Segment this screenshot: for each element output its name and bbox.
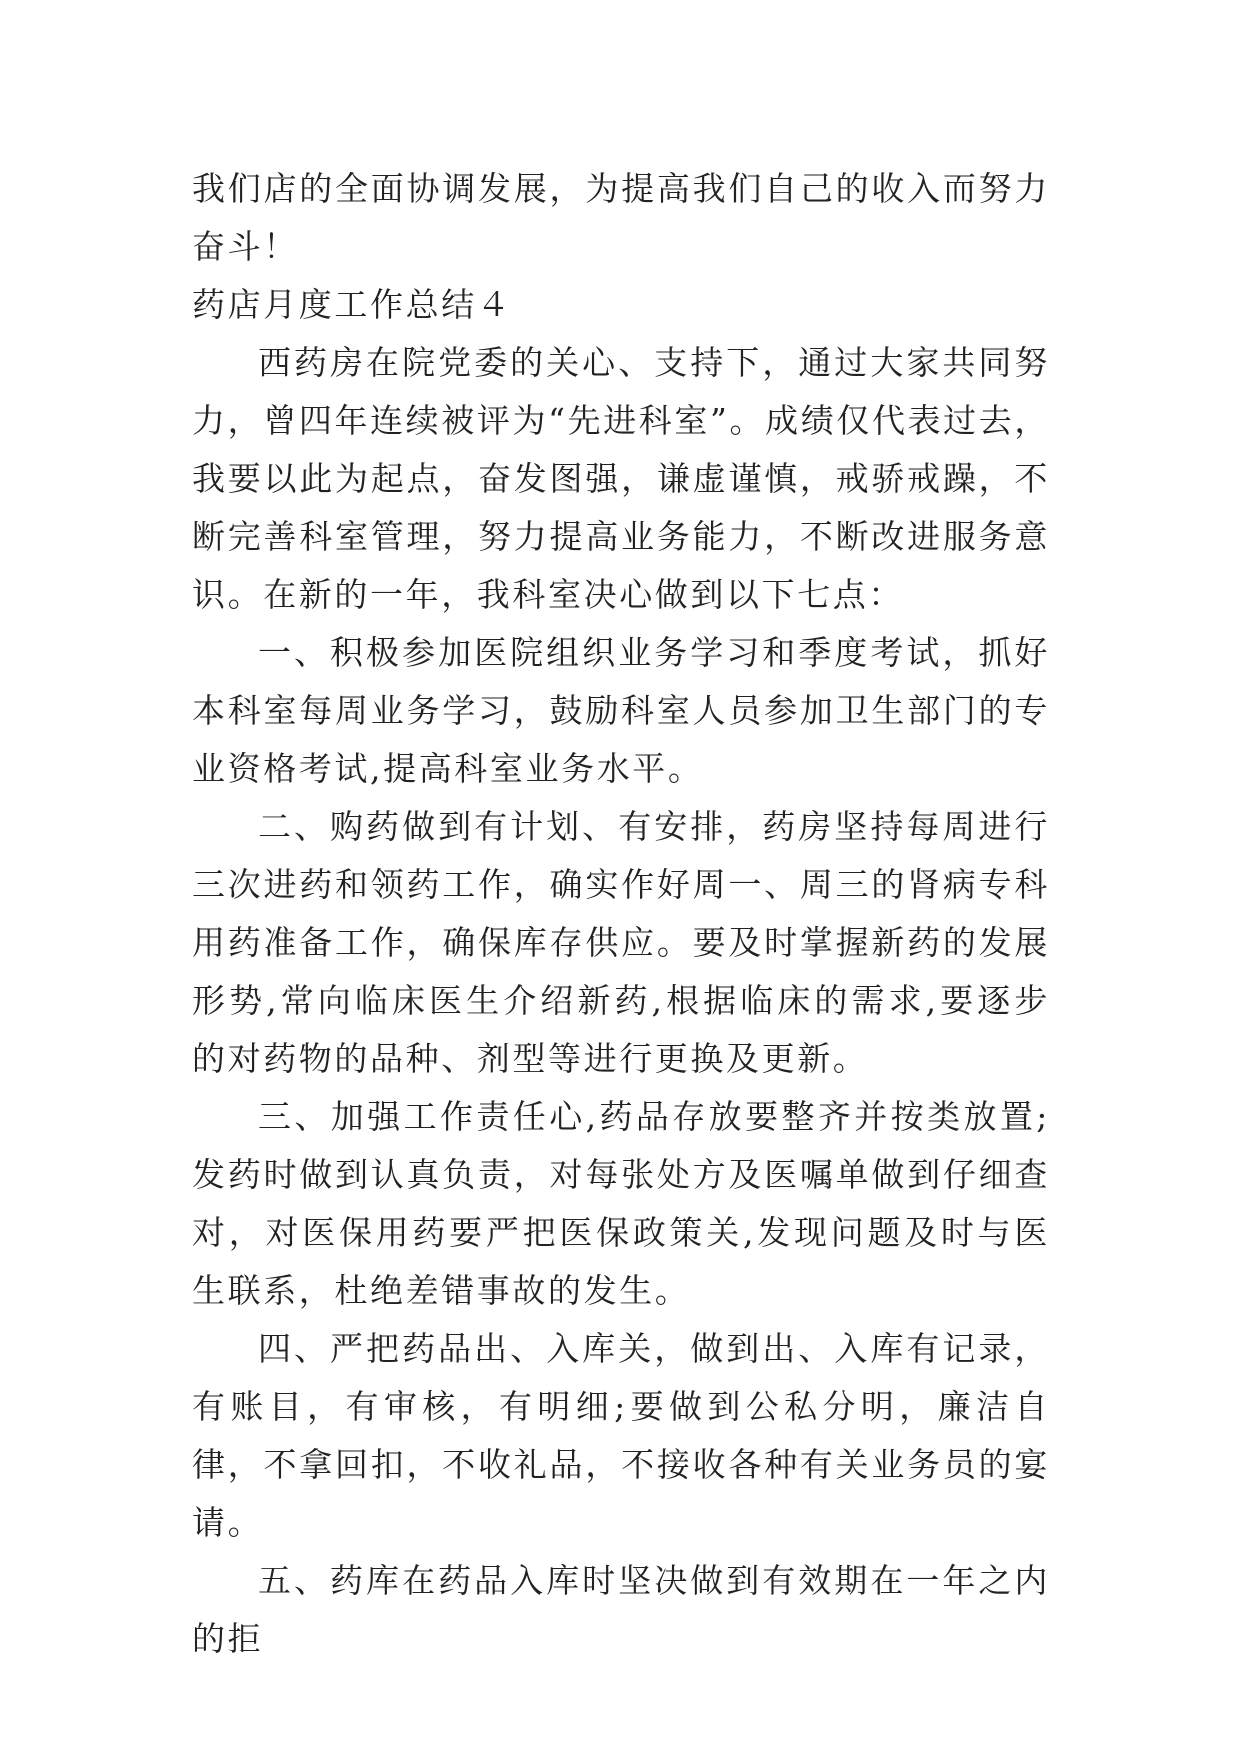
document-body bbox=[192, 160, 1050, 1668]
point-paragraph-5: 五、药库在药品入库时坚决做到有效期在一年之内的拒 bbox=[192, 1561, 1050, 1658]
point-paragraph-3: 三、加强工作责任心,药品存放要整齐并按类放置;发药时做到认真负责，对每张处方及医嘱单做到仔细查对，对医保用药要严把医保政策关,发现问题及时与医生联系，杜绝差错事故的发生。 bbox=[192, 1097, 1050, 1310]
continuation-paragraph: 我们店的全面协调发展，为提高我们自己的收入而努力奋斗！ bbox=[192, 169, 1050, 266]
section-heading: 药店月度工作总结４ bbox=[192, 285, 513, 324]
point-paragraph-4: 四、严把药品出、入库关，做到出、入库有记录，有账目，有审核，有明细;要做到公私分明，廉洁自律，不拿回扣，不收礼品，不接收各种有关业务员的宴请。 bbox=[192, 1329, 1050, 1542]
point-paragraph-1: 一、积极参加医院组织业务学习和季度考试，抓好本科室每周业务学习，鼓励科室人员参加卫生部门的专业资格考试,提高科室业务水平。 bbox=[192, 633, 1050, 788]
point-paragraph-2: 二、购药做到有计划、有安排，药房坚持每周进行三次进药和领药工作，确实作好周一、周三的肾病专科用药准备工作，确保库存供应。要及时掌握新药的发展形势,常向临床医生介绍新药,根据临床的需求,要逐步的对药物的品种、剂型等进行更换及更新。 bbox=[192, 807, 1050, 1078]
intro-paragraph: 西药房在院党委的关心、支持下，通过大家共同努力，曾四年连续被评为“先进科室”。成绩仅代表过去，我要以此为起点，奋发图强，谦虚谨慎，戒骄戒躁，不断完善科室管理，努力提高业务能力，不断改进服务意识。在新的一年，我科室决心做到以下七点： bbox=[192, 343, 1050, 614]
